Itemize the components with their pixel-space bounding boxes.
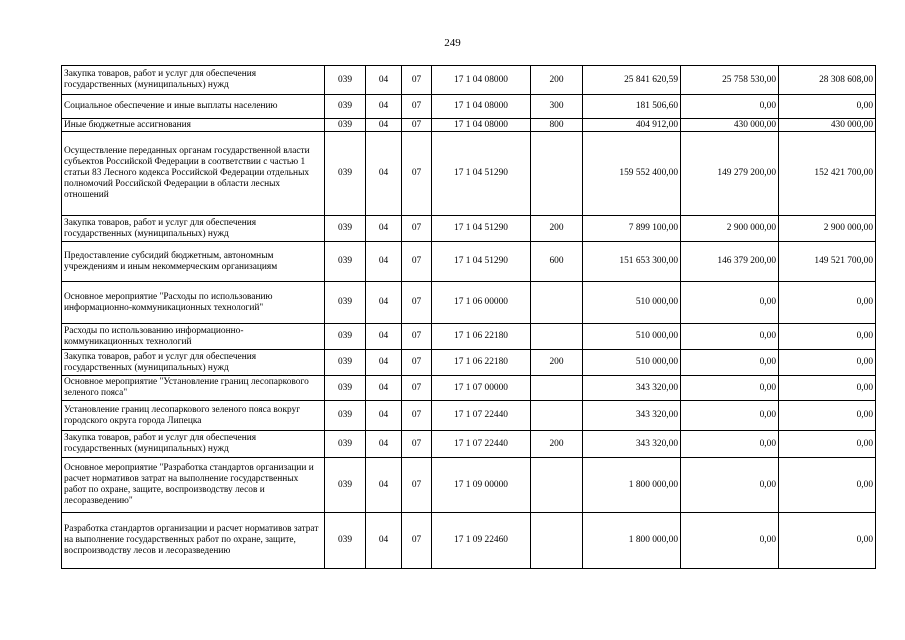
table-row bbox=[62, 119, 876, 132]
cell-description: Установление границ лесопаркового зеленого пояса вокруг городского округа города Липецка bbox=[62, 401, 325, 431]
cell-admin-code: 039 bbox=[325, 513, 366, 569]
cell-amount-year-3: 0,00 bbox=[779, 513, 876, 569]
cell-description: Основное мероприятие "Разработка стандартов организации и расчет нормативов затрат на выполнение государственных работ по охране, защите, воспроизводству лесов и лесоразведению" bbox=[62, 458, 325, 513]
cell-admin-code: 039 bbox=[325, 350, 366, 376]
cell-amount-year-1: 510 000,00 bbox=[583, 350, 681, 376]
cell-subsection: 07 bbox=[402, 282, 432, 324]
cell-expense-kind: 300 bbox=[531, 95, 583, 119]
cell-description: Основное мероприятие "Установление границ лесопаркового зеленого пояса" bbox=[62, 376, 325, 401]
cell-section: 04 bbox=[366, 66, 402, 95]
cell-target-article: 17 1 04 08000 bbox=[432, 66, 531, 95]
cell-expense-kind: 200 bbox=[531, 431, 583, 458]
cell-amount-year-2: 0,00 bbox=[681, 513, 779, 569]
cell-target-article: 17 1 06 22180 bbox=[432, 350, 531, 376]
cell-amount-year-2: 0,00 bbox=[681, 401, 779, 431]
cell-expense-kind bbox=[531, 376, 583, 401]
cell-amount-year-3: 28 308 608,00 bbox=[779, 66, 876, 95]
cell-amount-year-1: 404 912,00 bbox=[583, 119, 681, 132]
table-row bbox=[62, 95, 876, 119]
cell-amount-year-2: 149 279 200,00 bbox=[681, 132, 779, 216]
table-row bbox=[62, 376, 876, 401]
cell-section: 04 bbox=[366, 216, 402, 242]
cell-amount-year-3: 0,00 bbox=[779, 350, 876, 376]
cell-target-article: 17 1 04 08000 bbox=[432, 119, 531, 132]
cell-expense-kind: 200 bbox=[531, 66, 583, 95]
page-number: 249 bbox=[444, 37, 461, 49]
cell-section: 04 bbox=[366, 282, 402, 324]
cell-amount-year-1: 7 899 100,00 bbox=[583, 216, 681, 242]
cell-section: 04 bbox=[366, 95, 402, 119]
cell-amount-year-1: 159 552 400,00 bbox=[583, 132, 681, 216]
cell-section: 04 bbox=[366, 242, 402, 282]
cell-target-article: 17 1 07 22440 bbox=[432, 431, 531, 458]
cell-admin-code: 039 bbox=[325, 431, 366, 458]
cell-section: 04 bbox=[366, 119, 402, 132]
table-row bbox=[62, 513, 876, 569]
cell-subsection: 07 bbox=[402, 376, 432, 401]
cell-target-article: 17 1 06 00000 bbox=[432, 282, 531, 324]
cell-amount-year-1: 25 841 620,59 bbox=[583, 66, 681, 95]
cell-description: Закупка товаров, работ и услуг для обеспечения государственных (муниципальных) нужд bbox=[62, 66, 325, 95]
cell-expense-kind bbox=[531, 324, 583, 350]
cell-description: Расходы по использованию информационно-коммуникационных технологий bbox=[62, 324, 325, 350]
cell-amount-year-1: 181 506,60 bbox=[583, 95, 681, 119]
cell-admin-code: 039 bbox=[325, 376, 366, 401]
cell-amount-year-1: 1 800 000,00 bbox=[583, 458, 681, 513]
table-row bbox=[62, 401, 876, 431]
table-row bbox=[62, 216, 876, 242]
cell-description: Разработка стандартов организации и расчет нормативов затрат на выполнение государственных работ по охране, защите, воспроизводству лесов и лесоразведению bbox=[62, 513, 325, 569]
cell-section: 04 bbox=[366, 132, 402, 216]
cell-subsection: 07 bbox=[402, 513, 432, 569]
budget-table bbox=[61, 65, 876, 569]
cell-amount-year-2: 0,00 bbox=[681, 324, 779, 350]
cell-description: Закупка товаров, работ и услуг для обеспечения государственных (муниципальных) нужд bbox=[62, 350, 325, 376]
cell-amount-year-3: 2 900 000,00 bbox=[779, 216, 876, 242]
cell-amount-year-1: 510 000,00 bbox=[583, 282, 681, 324]
cell-expense-kind bbox=[531, 458, 583, 513]
cell-amount-year-3: 152 421 700,00 bbox=[779, 132, 876, 216]
cell-description: Предоставление субсидий бюджетным, автономным учреждениям и иным некоммерческим организациям bbox=[62, 242, 325, 282]
cell-amount-year-2: 146 379 200,00 bbox=[681, 242, 779, 282]
cell-subsection: 07 bbox=[402, 132, 432, 216]
cell-target-article: 17 1 06 22180 bbox=[432, 324, 531, 350]
cell-admin-code: 039 bbox=[325, 282, 366, 324]
cell-amount-year-3: 0,00 bbox=[779, 431, 876, 458]
table-row bbox=[62, 324, 876, 350]
cell-amount-year-1: 343 320,00 bbox=[583, 431, 681, 458]
cell-subsection: 07 bbox=[402, 66, 432, 95]
cell-amount-year-2: 0,00 bbox=[681, 376, 779, 401]
cell-description: Иные бюджетные ассигнования bbox=[62, 119, 325, 132]
cell-amount-year-3: 0,00 bbox=[779, 95, 876, 119]
cell-amount-year-2: 0,00 bbox=[681, 95, 779, 119]
cell-amount-year-2: 0,00 bbox=[681, 431, 779, 458]
cell-subsection: 07 bbox=[402, 324, 432, 350]
cell-section: 04 bbox=[366, 376, 402, 401]
cell-description: Осуществление переданных органам государственной власти субъектов Российской Федерации в соответствии с частью 1 статьи 83 Лесного кодекса Российской Федерации отдельных полномочий Российской Федерации в области лесных отношений bbox=[62, 132, 325, 216]
cell-subsection: 07 bbox=[402, 431, 432, 458]
table-row bbox=[62, 132, 876, 216]
table-row bbox=[62, 66, 876, 95]
cell-amount-year-3: 0,00 bbox=[779, 401, 876, 431]
cell-amount-year-3: 0,00 bbox=[779, 376, 876, 401]
cell-description: Социальное обеспечение и иные выплаты населению bbox=[62, 95, 325, 119]
cell-target-article: 17 1 07 22440 bbox=[432, 401, 531, 431]
cell-subsection: 07 bbox=[402, 242, 432, 282]
cell-admin-code: 039 bbox=[325, 119, 366, 132]
cell-target-article: 17 1 07 00000 bbox=[432, 376, 531, 401]
cell-amount-year-1: 343 320,00 bbox=[583, 401, 681, 431]
table-row bbox=[62, 431, 876, 458]
table-row bbox=[62, 282, 876, 324]
cell-amount-year-3: 0,00 bbox=[779, 324, 876, 350]
cell-subsection: 07 bbox=[402, 350, 432, 376]
cell-expense-kind bbox=[531, 132, 583, 216]
cell-amount-year-3: 430 000,00 bbox=[779, 119, 876, 132]
cell-admin-code: 039 bbox=[325, 216, 366, 242]
cell-amount-year-1: 151 653 300,00 bbox=[583, 242, 681, 282]
cell-amount-year-3: 149 521 700,00 bbox=[779, 242, 876, 282]
cell-expense-kind bbox=[531, 401, 583, 431]
cell-expense-kind: 600 bbox=[531, 242, 583, 282]
cell-target-article: 17 1 09 00000 bbox=[432, 458, 531, 513]
cell-section: 04 bbox=[366, 401, 402, 431]
cell-admin-code: 039 bbox=[325, 324, 366, 350]
cell-amount-year-2: 0,00 bbox=[681, 282, 779, 324]
cell-admin-code: 039 bbox=[325, 66, 366, 95]
cell-section: 04 bbox=[366, 458, 402, 513]
cell-section: 04 bbox=[366, 431, 402, 458]
cell-amount-year-2: 0,00 bbox=[681, 458, 779, 513]
cell-expense-kind: 200 bbox=[531, 216, 583, 242]
cell-subsection: 07 bbox=[402, 119, 432, 132]
table-row bbox=[62, 350, 876, 376]
cell-description: Закупка товаров, работ и услуг для обеспечения государственных (муниципальных) нужд bbox=[62, 216, 325, 242]
cell-section: 04 bbox=[366, 350, 402, 376]
cell-admin-code: 039 bbox=[325, 242, 366, 282]
cell-expense-kind: 800 bbox=[531, 119, 583, 132]
cell-target-article: 17 1 04 51290 bbox=[432, 242, 531, 282]
cell-subsection: 07 bbox=[402, 401, 432, 431]
cell-amount-year-2: 2 900 000,00 bbox=[681, 216, 779, 242]
cell-target-article: 17 1 09 22460 bbox=[432, 513, 531, 569]
cell-amount-year-1: 343 320,00 bbox=[583, 376, 681, 401]
cell-section: 04 bbox=[366, 513, 402, 569]
cell-subsection: 07 bbox=[402, 458, 432, 513]
cell-admin-code: 039 bbox=[325, 401, 366, 431]
cell-description: Закупка товаров, работ и услуг для обеспечения государственных (муниципальных) нужд bbox=[62, 431, 325, 458]
cell-amount-year-2: 0,00 bbox=[681, 350, 779, 376]
cell-expense-kind bbox=[531, 282, 583, 324]
cell-amount-year-1: 510 000,00 bbox=[583, 324, 681, 350]
table-body bbox=[62, 66, 876, 569]
cell-amount-year-3: 0,00 bbox=[779, 282, 876, 324]
table-row bbox=[62, 458, 876, 513]
cell-target-article: 17 1 04 08000 bbox=[432, 95, 531, 119]
cell-section: 04 bbox=[366, 324, 402, 350]
cell-amount-year-2: 25 758 530,00 bbox=[681, 66, 779, 95]
cell-amount-year-1: 1 800 000,00 bbox=[583, 513, 681, 569]
cell-target-article: 17 1 04 51290 bbox=[432, 132, 531, 216]
table-row bbox=[62, 242, 876, 282]
cell-admin-code: 039 bbox=[325, 458, 366, 513]
cell-description: Основное мероприятие "Расходы по использованию информационно-коммуникационных технологий" bbox=[62, 282, 325, 324]
cell-expense-kind bbox=[531, 513, 583, 569]
cell-amount-year-3: 0,00 bbox=[779, 458, 876, 513]
cell-admin-code: 039 bbox=[325, 95, 366, 119]
cell-expense-kind: 200 bbox=[531, 350, 583, 376]
cell-amount-year-2: 430 000,00 bbox=[681, 119, 779, 132]
cell-subsection: 07 bbox=[402, 95, 432, 119]
cell-admin-code: 039 bbox=[325, 132, 366, 216]
cell-subsection: 07 bbox=[402, 216, 432, 242]
cell-target-article: 17 1 04 51290 bbox=[432, 216, 531, 242]
